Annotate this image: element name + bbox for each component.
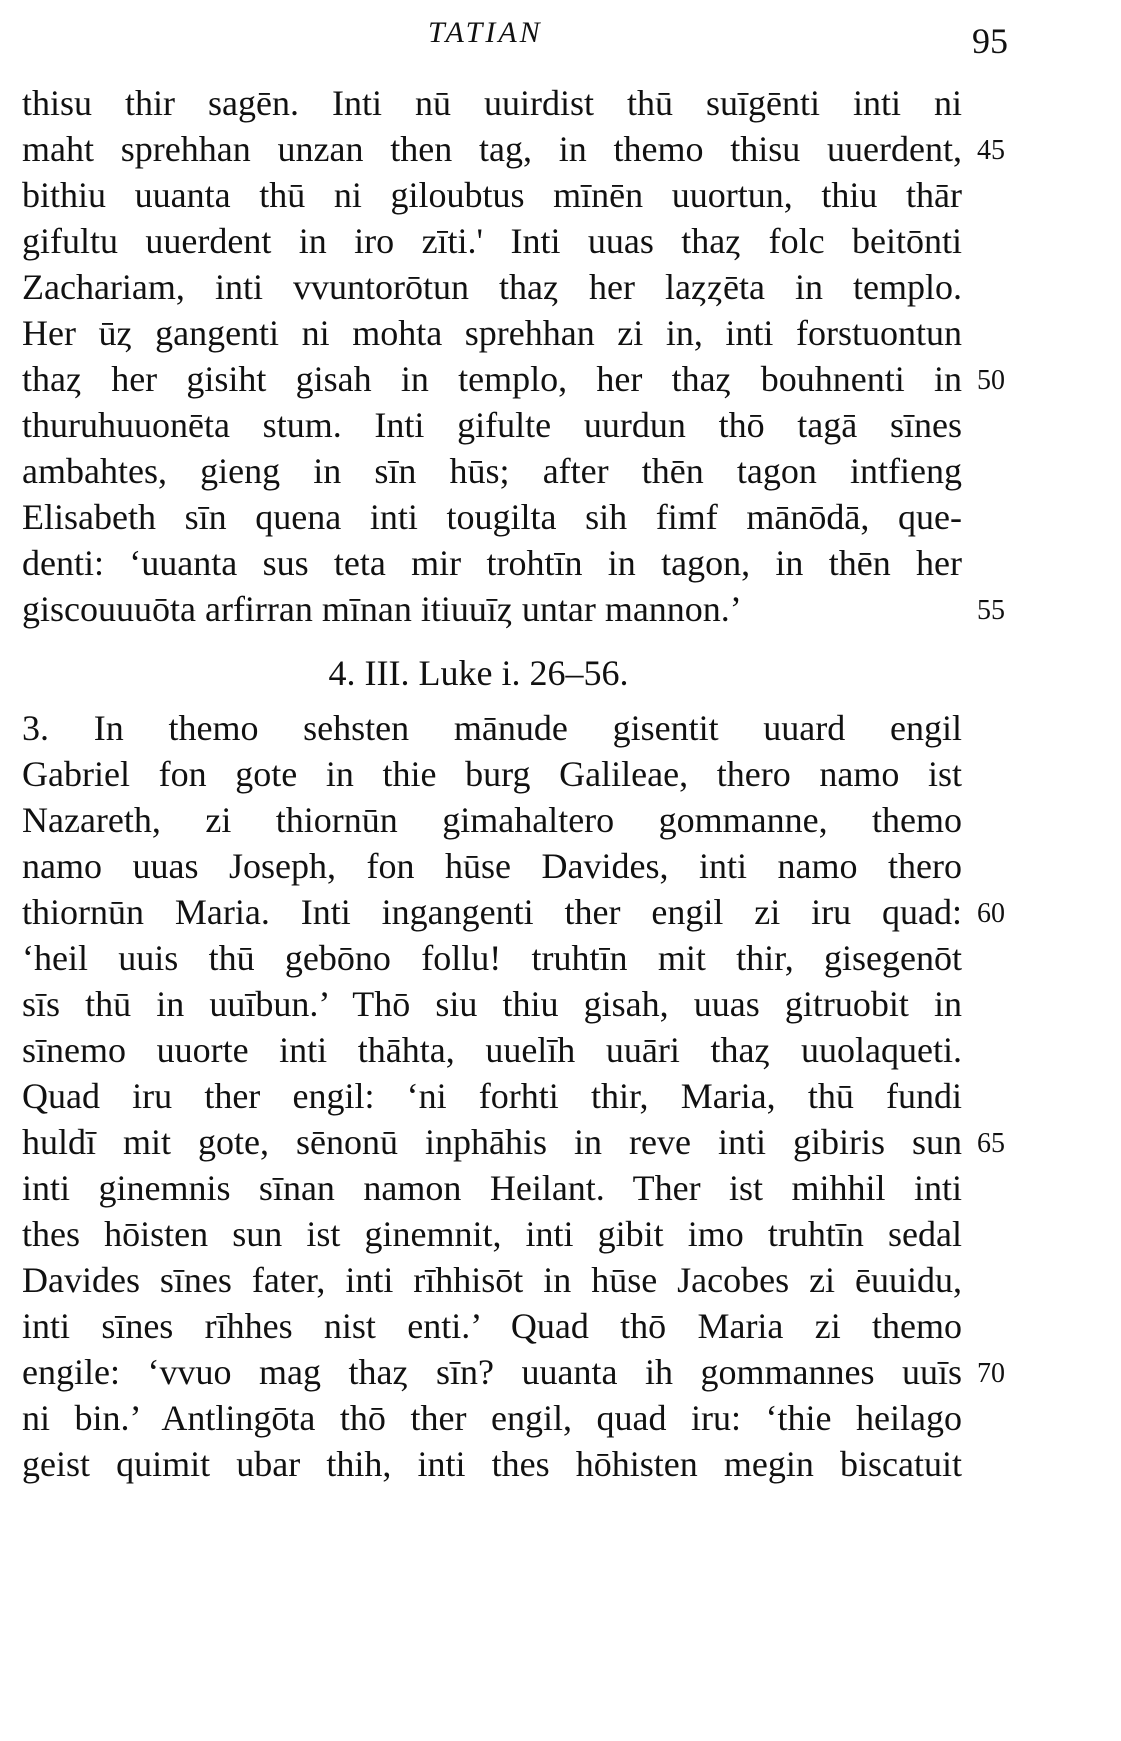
text-line: geist quimit ubar thih, inti thes hōhisten megin biscatuit — [22, 1444, 962, 1484]
section-heading-text: 4. III. Luke i. 26–56. — [328, 653, 629, 693]
text-line: Zachariam, inti vvuntorōtun thaȥ her laȥȥēta in templo. — [22, 267, 962, 307]
line-number: 55 — [977, 595, 1005, 626]
text-line: gifultu uuerdent in iro zīti.' Inti uuas thaȥ folc beitōnti — [22, 221, 962, 261]
text-line: Her ūȥ gangenti ni mohta sprehhan zi in, inti forstuontun — [22, 313, 962, 353]
line-number: 70 — [977, 1358, 1005, 1389]
text-line: Davides sīnes fater, inti rīhhisōt in hūse Jacobes zi ēuuidu, — [22, 1260, 962, 1300]
page-number: 95 — [972, 21, 1008, 61]
text-line: inti sīnes rīhhes nist enti.’ Quad thō Maria zi themo — [22, 1306, 962, 1346]
line-number: 50 — [977, 365, 1005, 396]
text-line: maht sprehhan unzan then tag, in themo thisu uuerdent, — [22, 129, 962, 169]
running-title: TATIAN — [428, 16, 543, 49]
text-line: ambahtes, gieng in sīn hūs; after thēn tagon intfieng — [22, 451, 962, 491]
text-line: thes hōisten sun ist ginemnit, inti gibit imo truhtīn sedal — [22, 1214, 962, 1254]
section-heading — [0, 648, 1121, 698]
text-line: 3. In themo sehsten mānude gisentit uuard engil — [22, 708, 962, 748]
running-head — [0, 6, 1121, 66]
line-number: 65 — [977, 1128, 1005, 1159]
text-line: thiornūn Maria. Inti ingangenti ther engil zi iru quad: — [22, 892, 962, 932]
text-line: sīs thū in uuībun.’ Thō siu thiu gisah, uuas gitruobit in — [22, 984, 962, 1024]
text-line: bithiu uuanta thū ni giloubtus mīnēn uuortun, thiu thār — [22, 175, 962, 215]
text-line: ‘heil uuis thū gebōno follu! truhtīn mit thir, gisegenōt — [22, 938, 962, 978]
text-line: sīnemo uuorte inti thāhta, uuelīh uuāri thaȥ uuolaqueti. — [22, 1030, 962, 1070]
text-line: Quad iru ther engil: ‘ni forhti thir, Maria, thū fundi — [22, 1076, 962, 1116]
text-line: huldī mit gote, sēnonū inphāhis in reve inti gibiris sun — [22, 1122, 962, 1162]
line-number: 60 — [977, 898, 1005, 929]
text-line: thuruhuuonēta stum. Inti gifulte uurdun thō tagā sīnes — [22, 405, 962, 445]
text-line: denti: ‘uuanta sus teta mir trohtīn in tagon, in thēn her — [22, 543, 962, 583]
text-line: giscouuuōta arfirran mīnan itiuuīȥ untar mannon.’ — [22, 589, 742, 629]
text-line: inti ginemnis sīnan namon Heilant. Ther ist mihhil inti — [22, 1168, 962, 1208]
text-line: ni bin.’ Antlingōta thō ther engil, quad iru: ‘thie heilago — [22, 1398, 962, 1438]
text-line: Elisabeth sīn quena inti tougilta sih fimf mānōdā, que- — [22, 497, 962, 537]
text-line: namo uuas Joseph, fon hūse Davides, inti namo thero — [22, 846, 962, 886]
text-line: Nazareth, zi thiornūn gimahaltero gommanne, themo — [22, 800, 962, 840]
text-line: thaȥ her gisiht gisah in templo, her thaȥ bouhnenti in — [22, 359, 962, 399]
text-line: engile: ‘vvuo mag thaȥ sīn? uuanta ih gommannes uuīs — [22, 1352, 962, 1392]
text-line: Gabriel fon gote in thie burg Galileae, thero namo ist — [22, 754, 962, 794]
text-line: thisu thir sagēn. Inti nū uuirdist thū suīgēnti inti ni — [22, 83, 962, 123]
line-number: 45 — [977, 135, 1005, 166]
